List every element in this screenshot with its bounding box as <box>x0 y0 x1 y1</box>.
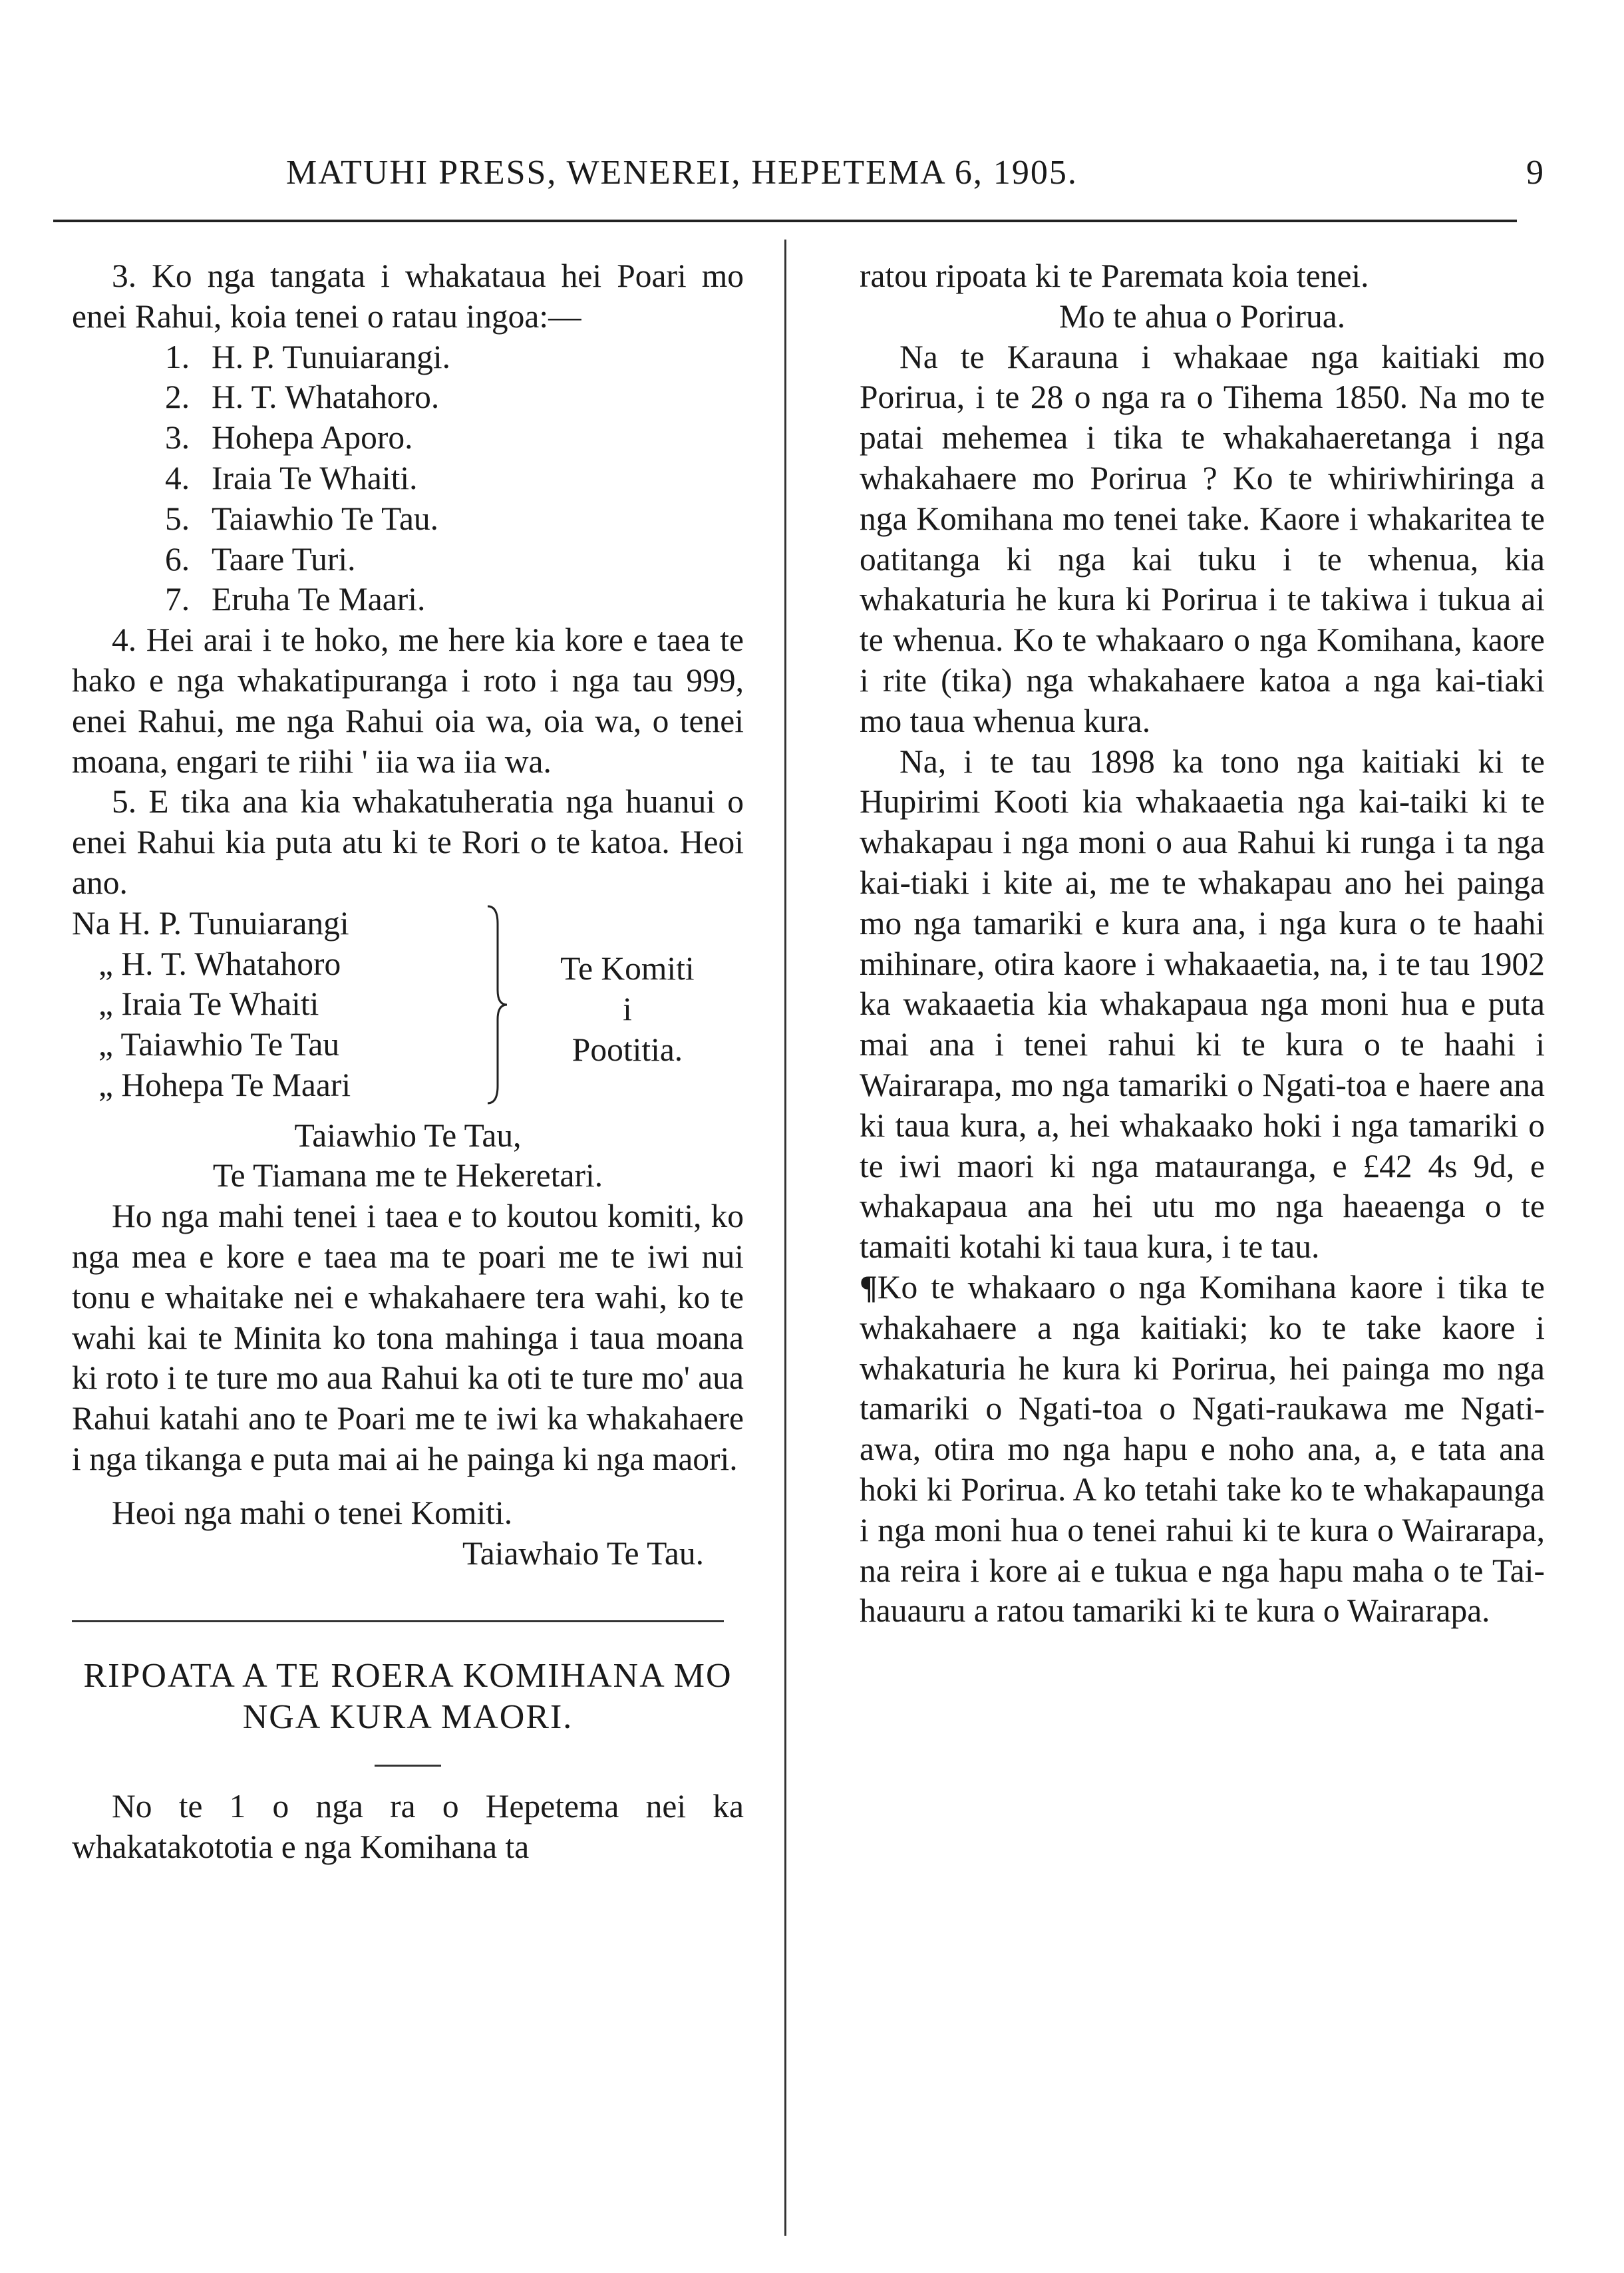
header-rule <box>53 220 1517 222</box>
closing-line: Heoi nga mahi o tenei Komiti. <box>112 1494 513 1531</box>
section-intro: No te 1 o nga ra o Hepetema nei ka whakatakototia e nga Komihana ta <box>72 1788 744 1866</box>
role-line: Pootitia. <box>571 1031 683 1068</box>
role-line: i <box>623 990 632 1027</box>
pilcrow-icon: ¶ <box>860 1268 878 1306</box>
list-item: 4. Iraia Te Whaiti. <box>165 459 418 496</box>
member-list <box>72 337 744 621</box>
role-line: Te Komiti <box>560 950 695 987</box>
paragraph-4: 4. Hei arai i te hoko, me here kia kore e taea te hako e nga whakatipuranga i roto i nga tau 999, enei Rahui, me nga Rahui oia wa, oia wa, o tenei moana, engari te riihi ' iia wa iia wa. <box>72 621 744 780</box>
signatory-line: Na H. P. Tunuiarangi <box>72 904 349 942</box>
signatory-names <box>72 904 484 1116</box>
paragraph-5: 5. E tika ana kia whakatuheratia nga huanui o enei Rahui kia puta atu ki te Rori o te katoa. Heoi ano. <box>72 783 744 901</box>
signer-title: Te Tiamana me te Hekeretari. <box>212 1157 603 1194</box>
brace-icon <box>484 904 511 1116</box>
list-item: 5. Taiawhio Te Tau. <box>165 500 439 537</box>
signatory-line: „ Hohepa Te Maari <box>98 1066 351 1103</box>
signatory-line: „ Iraia Te Whaiti <box>98 985 319 1023</box>
closing-signature: Taiawhaio Te Tau. <box>462 1534 704 1572</box>
paragraph: Na, i te tau 1898 ka tono nga kaitiaki ki te Hupirimi Kooti kia whakaaetia nga kai-taiki ki te whakapau i nga moni o aua Rahui ki runga i ta nga kai-tiaki i kite ai, me te whakapau ano hei painga mo nga tamariki e kura ana, i nga kura o te haahi mihinare, otira kaore i whakaaetia, na, i te tau 1902 ka wakaaetia kia whakapaua nga moni hua e puta mai ana i tenei rahui ki te kura o te haahi i Wairarapa, mo nga tamariki o Ngati-toa e haere ana ki taua kura, a, hei whakaako hoki i nga tamariki o te iwi maori ki nga matauranga, e £42 4s 9d, e whakapaua ana hei utu mo nga haeaenga o te tamaiti kotahi ki taua kura, i te tau. <box>860 743 1545 1266</box>
paragraph: Na te Karauna i whakaae nga kaitiaki mo Porirua, i te 28 o nga ra o Tihema 1850. Na mo te patai mehemea i tika te whakahaeretanga i nga whakahaere mo Porirua ? Ko te whiriwhiringa a nga Komihana mo tenei take. Kaore i whakaritea te oatitanga ki nga kai tuku i te whenua, kia whakaturia he kura ki Porirua i te takiwa i tukua ai te whenua. Ko te whakaaro o nga Komihana, kaore i rite (tika) nga whakahaere katoa a nga kai-tiaki mo taua whenua kura. <box>860 338 1545 739</box>
list-item: 7. Eruha Te Maari. <box>165 581 426 618</box>
section-rule <box>72 1620 724 1622</box>
section-title: RIPOATA A TE ROERA KOMIHANA MO NGA KURA MAORI. <box>83 1657 732 1737</box>
page-number: 9 <box>1526 154 1543 192</box>
committee-role <box>511 904 744 1116</box>
running-title: MATUHI PRESS, WENEREI, HEPETEMA 6, 1905. <box>286 154 1078 192</box>
paragraph: ¶Ko te whakaaro o nga Komihana kaore i tika te whakahaere a nga kaitiaki; ko te take kaore i whakaturia he kura ki Porirua, hei painga mo nga tamariki o Ngati-toa o Ngati-raukawa me Ngati-awa, otira mo nga hapu e noho ana, a, e tata ana hoki ki Porirua. A ko tetahi take ko te whakapaunga i nga moni hua o tenei rahui ki te kura o Wairarapa, na reira i kore ai e tukua e nga hapu maha o te Tai-hauauru a ratou tamariki ki te kura o Wairarapa. <box>860 1268 1545 1630</box>
column-divider <box>784 240 786 2236</box>
list-item: 3. Hohepa Aporo. <box>165 419 413 456</box>
left-column <box>72 256 744 1868</box>
right-column <box>860 256 1545 1632</box>
list-item: 6. Taare Turi. <box>165 540 356 578</box>
signatory-line: „ H. T. Whatahoro <box>98 945 341 982</box>
signatory-line: „ Taiawhio Te Tau <box>98 1026 340 1063</box>
list-item: 1. H. P. Tunuiarangi. <box>165 338 450 375</box>
paragraph-work: Ho nga mahi tenei i taea e to koutou komiti, ko nga mea e kore e taea ma te poari me te iwi nui tonu e whaitake nei e whakahaere tera wahi, ko te wahi kai te Minita ko tona mahinga i taua moana ki roto i te ture mo aua Rahui ka oti te ture mo' aua Rahui katahi ano te Poari me te iwi ka whakahaere i nga tikanga e puta mai ai he painga ki nga maori. <box>72 1198 744 1477</box>
signatory-block <box>72 904 744 1116</box>
short-rule <box>375 1765 441 1767</box>
page-header <box>53 153 1543 213</box>
continued-text: ratou ripoata ki te Paremata koia tenei. <box>860 258 1369 294</box>
subheading: Mo te ahua o Porirua. <box>1058 297 1346 335</box>
signer-name: Taiawhio Te Tau, <box>294 1117 522 1154</box>
paragraph-3: 3. Ko nga tangata i whakataua hei Poari mo enei Rahui, koia tenei o ratau ingoa:— <box>72 258 744 335</box>
list-item: 2. H. T. Whatahoro. <box>165 379 440 416</box>
